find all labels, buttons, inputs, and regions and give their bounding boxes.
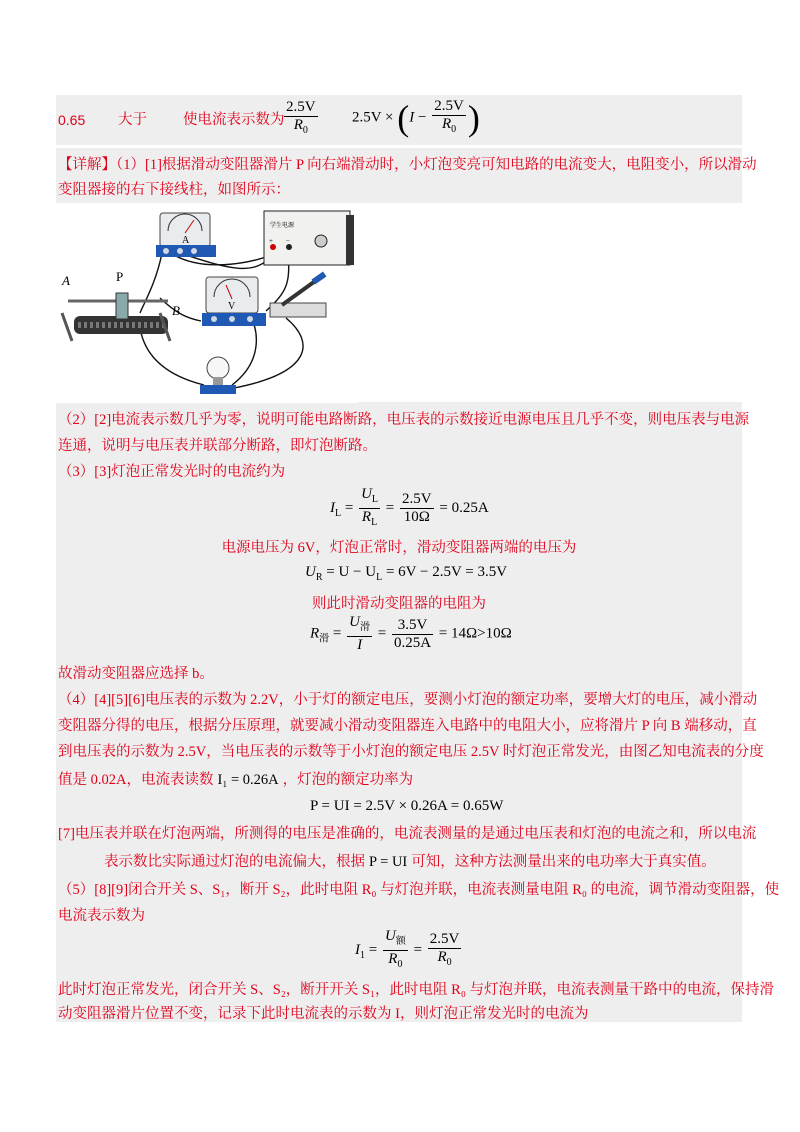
circuit-figure xyxy=(56,203,358,403)
label-b: B xyxy=(172,303,180,318)
part5-line-1: （5）[8][9]闭合开关 S、S₁，断开 S₂，此时电阻 R₀ 与灯泡并联，电流表测量电阻 R₀ 的电流，调节滑动变阻器，使 xyxy=(58,882,780,898)
answer-1: 0.65 xyxy=(58,112,86,128)
part5-line-3: 此时灯泡正常发光，闭合开关 S、S₂，断开开关 S₁，此时电阻 R₀ 与灯泡并联，电流表测量干路中的电流，保持滑 xyxy=(58,982,775,998)
voltmeter-icon xyxy=(202,277,266,326)
current-reading: I₁ = 0.26A xyxy=(217,772,279,788)
voltmeter-label: V xyxy=(228,301,236,312)
part3-equation-1: $I_L$ = $\frac{U_L}{R_L}$ = $\frac{2.5V}{10\Omega}$ = 0.25A xyxy=(330,486,489,528)
answer-3: 使电流表示数为 xyxy=(183,112,285,128)
explain-line-2: 变阻器接的右下接线柱，如图所示： xyxy=(58,182,290,198)
part4-line-6: 表示数比实际通过灯泡的电流偏大，根据 P = UI 可知，这种方法测量出来的电功率大于真实值。 xyxy=(104,854,716,870)
part3-equation-3: $R_滑$ = $\frac{U_滑}{I}$ = $\frac{3.5V}{0.25A}$ = 14Ω>10Ω xyxy=(310,614,512,653)
part4-line-1: （4）[4][5][6]电压表的示数为 2.2V，小于灯的额定电压，要测小灯泡的额定功率，要增大灯的电压，减小滑动 xyxy=(58,692,758,708)
power-label: 学生电源 xyxy=(270,222,295,229)
ammeter-label: A xyxy=(182,235,190,246)
answer-3-fraction: $\frac{2.5V}{R_0}$ xyxy=(286,99,316,136)
part5-equation: $I_1$ = $\frac{U_额}{R_0}$ = $\frac{2.5V}{R_0}$ xyxy=(355,928,460,970)
part5-line-2: 电流表示数为 xyxy=(58,908,145,924)
part3-line-3: 则此时滑动变阻器的电阻为 xyxy=(312,596,486,612)
part3-line-2: 电源电压为 6V，灯泡正常时，滑动变阻器两端的电压为 xyxy=(221,540,577,556)
svg-text:−: − xyxy=(286,237,290,245)
power-supply-icon xyxy=(264,211,354,265)
part4-power-equation: P = UI = 2.5V × 0.26A = 0.65W xyxy=(310,798,504,814)
label-a: A xyxy=(62,273,70,288)
answer-4-expression: 2.5V × (I − $\frac{2.5V}{R_0}$ ) xyxy=(352,98,480,138)
part4-line-5: [7]电压表并联在灯泡两端，所测得的电压是准确的，电流表测量的是通过电压表和灯泡的电流之和，所以电流 xyxy=(58,826,757,842)
part4-line-2: 变阻器分得的电压，根据分压原理，就要减小滑动变阻器连入电路中的电阻大小，应将滑片 P 向 B 端移动，直 xyxy=(58,718,757,734)
svg-text:+: + xyxy=(269,237,273,245)
part2-line-1: （2）[2]电流表示数几乎为零，说明可能电路断路，电压表的示数接近电源电压且几乎不变，则电压表与电源 xyxy=(58,412,750,428)
part3-line-4: 故滑动变阻器应选择 b。 xyxy=(58,666,214,682)
part4-line-4: 值是 0.02A，电流表读数 I₁ = 0.26A ，灯泡的额定功率为 xyxy=(58,772,414,788)
part5-line-4: 动变阻器滑片位置不变，记录下此时电流表的示数为 I，则灯泡正常发光时的电流为 xyxy=(58,1006,589,1022)
part3-line-1: （3）[3]灯泡正常发光时的电流约为 xyxy=(58,464,286,480)
power-formula: P = UI xyxy=(369,854,408,870)
ammeter-icon xyxy=(156,213,216,257)
part4-line-3: 到电压表的示数为 2.5V，当电压表的示数等于小灯泡的额定电压 2.5V 时灯泡正常发光，由图乙知电流表的分度 xyxy=(58,744,764,760)
answer-2: 大于 xyxy=(118,112,147,128)
explain-line-1: 【详解】（1）[1]根据滑动变阻器滑片 P 向右端滑动时，小灯泡变亮可知电路的电流变大，电阻变小，所以滑动 xyxy=(58,157,757,173)
part3-equation-2: $U_R = U - U_L = 6V - 2.5V = 3.5V$ xyxy=(305,564,508,583)
part2-line-2: 连通，说明与电压表并联部分断路，即灯泡断路。 xyxy=(58,438,377,454)
label-p: P xyxy=(116,269,124,284)
explain-tag: 【详解】 xyxy=(58,157,116,173)
